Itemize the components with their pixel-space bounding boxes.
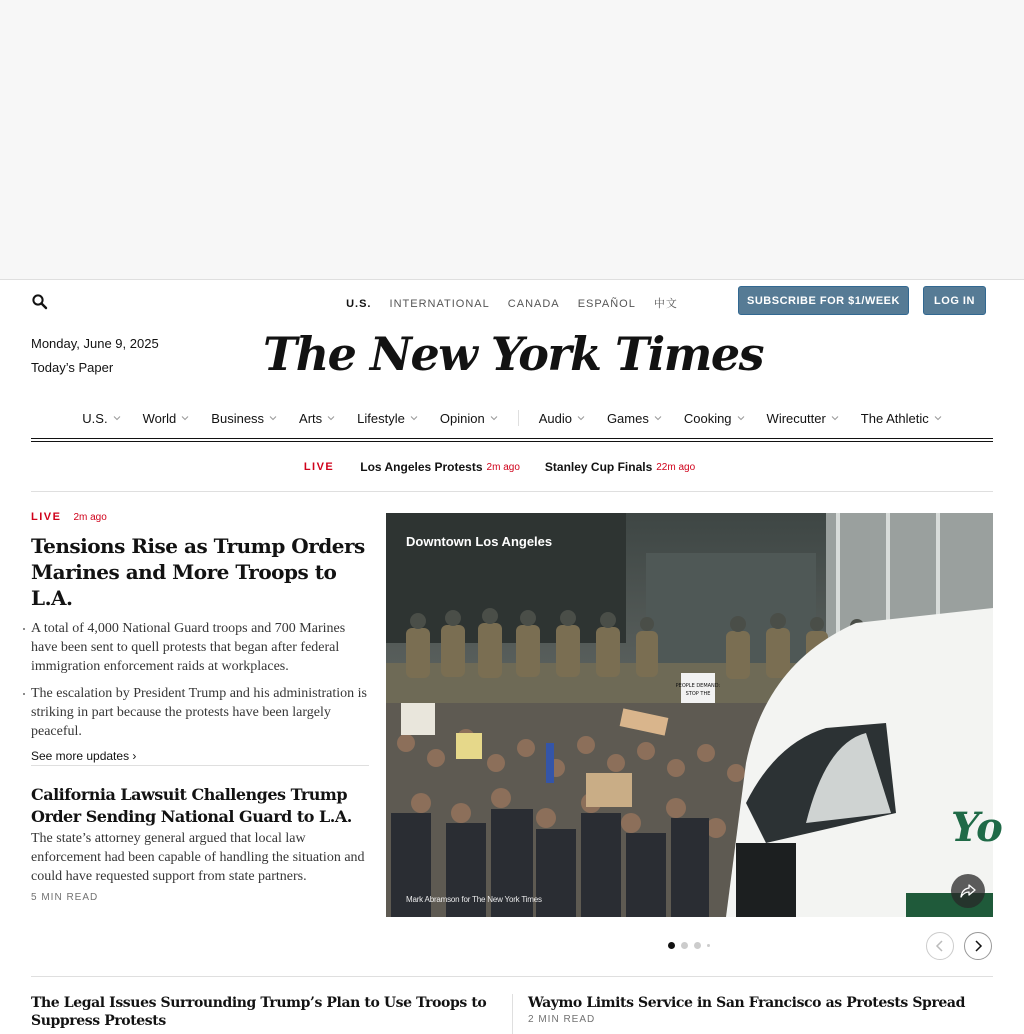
ad-space xyxy=(0,0,1024,280)
todays-paper-link[interactable]: Today’s Paper xyxy=(31,360,114,375)
chevron-down-icon xyxy=(654,414,662,422)
current-date: Monday, June 9, 2025 xyxy=(31,336,159,351)
live-tag: LIVE xyxy=(303,461,335,473)
live-link-la-protests[interactable]: Los Angeles Protests xyxy=(360,460,483,474)
chevron-down-icon xyxy=(113,414,121,422)
carousel-prev-button[interactable] xyxy=(926,932,954,960)
chevron-left-icon xyxy=(935,940,945,952)
edition-espanol[interactable]: ESPAÑOL xyxy=(577,298,636,310)
share-icon[interactable] xyxy=(951,874,985,908)
chevron-down-icon xyxy=(181,414,189,422)
carousel-dot[interactable] xyxy=(707,944,710,947)
masthead-logo[interactable] xyxy=(262,318,764,388)
subscribe-button[interactable]: SUBSCRIBE FOR $1/WEEK xyxy=(738,286,909,315)
lead-story-meta xyxy=(31,511,369,523)
chevron-down-icon xyxy=(490,414,498,422)
nav-label: U.S. xyxy=(82,410,108,426)
lead-story xyxy=(31,511,369,763)
protest-photo-illustration xyxy=(386,513,1003,917)
see-more-updates-link[interactable]: See more updates › xyxy=(31,749,137,763)
bottom-story xyxy=(528,994,978,1025)
nav-label: The Athletic xyxy=(860,410,929,426)
bottom-story-headline[interactable]: Waymo Limits Service in San Francisco as Protests Spread xyxy=(528,995,965,1011)
nav-label: Arts xyxy=(299,410,323,426)
carousel-dots xyxy=(668,942,716,949)
carousel-dot[interactable] xyxy=(668,942,675,949)
nav-item-opinion[interactable] xyxy=(440,411,498,426)
lead-story-headline[interactable]: Tensions Rise as Trump Orders Marines and More Troops to L.A. xyxy=(31,534,365,610)
carousel-dot[interactable] xyxy=(694,942,701,949)
svg-text:Yo: Yo xyxy=(951,804,1003,851)
live-ticker xyxy=(31,443,993,492)
nav-item-lifestyle[interactable] xyxy=(357,411,418,426)
nav-item-us[interactable] xyxy=(82,411,120,426)
nav-item-arts[interactable] xyxy=(299,411,335,426)
svg-text:PEOPLE DEMAND:: PEOPLE DEMAND: xyxy=(675,683,721,689)
masthead-text: The New York Times xyxy=(262,327,764,381)
nav-item-games[interactable] xyxy=(607,411,662,426)
lead-story-bullet[interactable]: A total of 4,000 National Guard troops and 700 Marines have been sent to quell protests that began after federal immigration enforcement raids at workplaces. xyxy=(31,619,369,676)
edition-international[interactable]: INTERNATIONAL xyxy=(389,298,490,310)
nav-label: Audio xyxy=(538,410,572,426)
nav-item-business[interactable] xyxy=(211,411,277,426)
photo-credit: Mark Abramson for The New York Times xyxy=(406,895,542,904)
nav-item-world[interactable] xyxy=(143,411,190,426)
section-divider xyxy=(31,976,993,977)
second-story-headline[interactable]: California Lawsuit Challenges Trump Order Sending National Guard to L.A. xyxy=(31,785,352,826)
nav-label: Lifestyle xyxy=(357,410,405,426)
chevron-right-icon xyxy=(973,940,983,952)
nav-rule-top xyxy=(31,438,993,439)
nav-label: Games xyxy=(606,410,649,426)
second-story-summary[interactable]: The state’s attorney general argued that local law enforcement had been capable of handling the situation and could have requested support from state partners. xyxy=(31,831,365,884)
carousel-next-button[interactable] xyxy=(964,932,992,960)
carousel-dot[interactable] xyxy=(681,942,688,949)
column-separator xyxy=(512,994,513,1034)
edition-chinese[interactable]: 中文 xyxy=(653,298,678,310)
chevron-down-icon xyxy=(269,414,277,422)
nav-label: World xyxy=(142,410,177,426)
nav-rule-bottom xyxy=(31,441,993,442)
edition-us[interactable]: U.S. xyxy=(346,298,372,310)
live-label: LIVE xyxy=(31,511,62,523)
nav-item-audio[interactable] xyxy=(539,411,585,426)
chevron-down-icon xyxy=(410,414,418,422)
live-timestamp: 22m ago xyxy=(656,461,696,473)
nav-separator xyxy=(518,410,519,426)
svg-text:STOP THE: STOP THE xyxy=(685,691,711,697)
chevron-down-icon xyxy=(577,414,585,422)
nav-label: Wirecutter xyxy=(766,410,826,426)
nav-item-the-athletic[interactable] xyxy=(861,411,942,426)
chevron-down-icon xyxy=(327,414,335,422)
read-time: 5 MIN READ xyxy=(31,892,99,903)
bottom-story xyxy=(31,994,501,1030)
edition-canada[interactable]: CANADA xyxy=(507,298,560,310)
nav-label: Opinion xyxy=(439,410,485,426)
nav-item-cooking[interactable] xyxy=(684,411,745,426)
nav-label: Business xyxy=(211,410,265,426)
lead-story-bullet[interactable]: The escalation by President Trump and his administration is striking in part because the protests have been largely peaceful. xyxy=(31,684,369,741)
timestamp: 2m ago xyxy=(73,511,107,523)
live-link-stanley-cup[interactable]: Stanley Cup Finals xyxy=(544,460,653,474)
live-timestamp: 2m ago xyxy=(486,461,520,473)
main-nav xyxy=(31,398,993,438)
bottom-story-headline[interactable]: The Legal Issues Surrounding Trump’s Plan to Use Troops to Suppress Protests xyxy=(31,995,487,1029)
chevron-down-icon xyxy=(934,414,942,422)
photo-label: Downtown Los Angeles xyxy=(406,534,553,549)
chevron-down-icon xyxy=(831,414,839,422)
login-button[interactable]: LOG IN xyxy=(923,286,986,315)
nav-item-wirecutter[interactable] xyxy=(767,411,839,426)
nav-label: Cooking xyxy=(683,410,732,426)
read-time: 2 MIN READ xyxy=(528,1014,596,1025)
story-divider xyxy=(31,765,369,766)
lead-photo[interactable] xyxy=(386,513,1003,917)
second-story xyxy=(31,784,369,903)
top-bar xyxy=(0,281,1024,321)
chevron-down-icon xyxy=(737,414,745,422)
